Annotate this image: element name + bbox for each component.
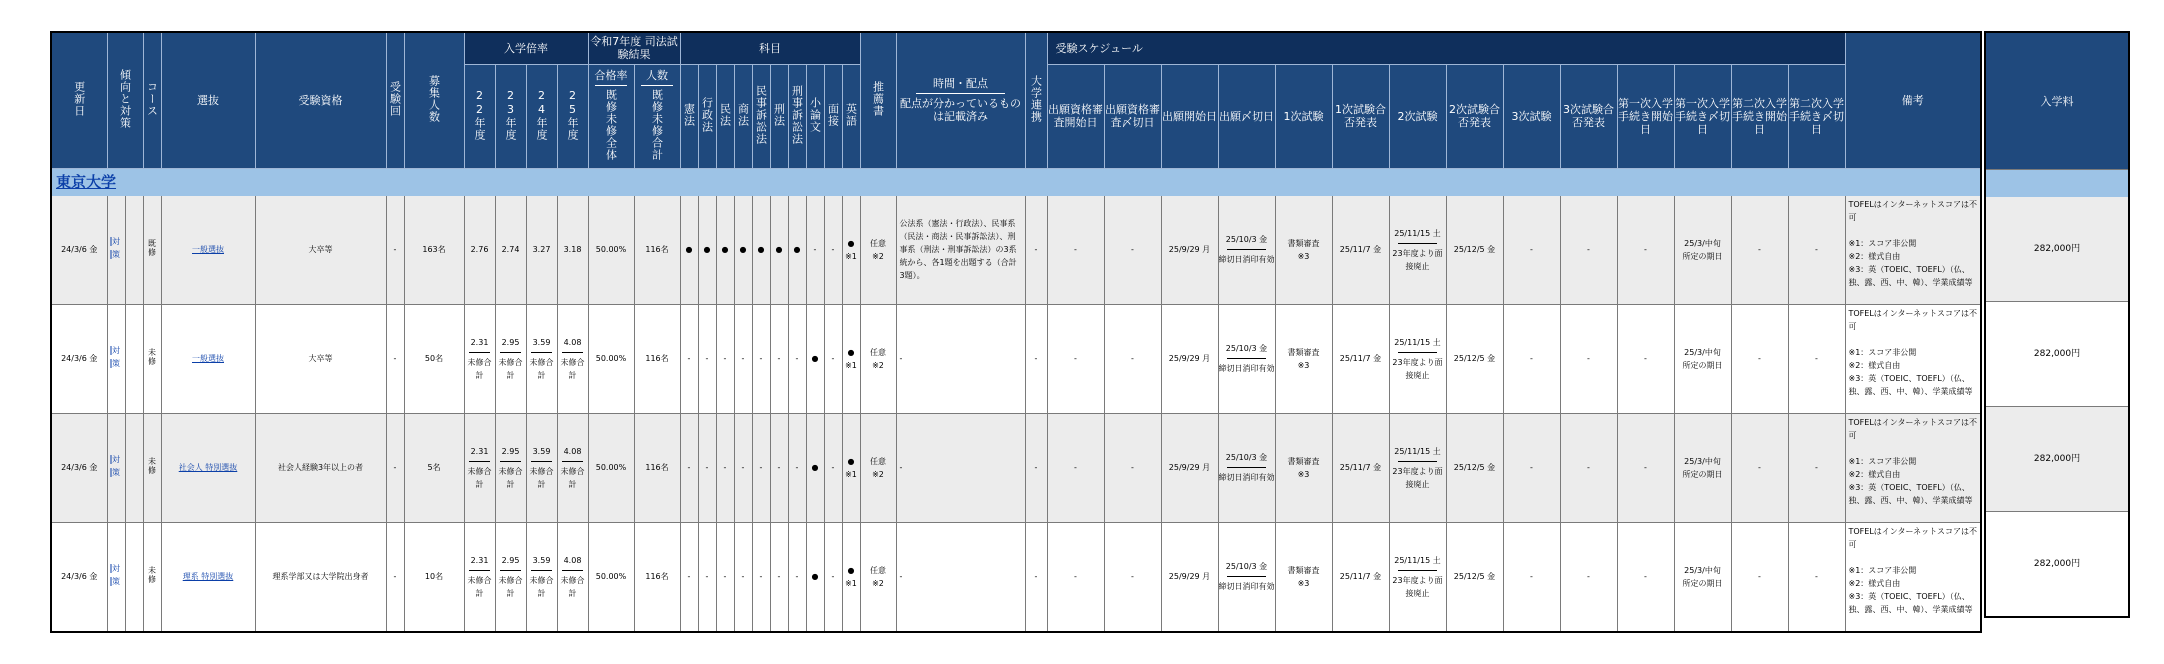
tuition-value: 282,000円 [1985,302,2129,407]
people-count: 116名 [634,195,680,304]
header-bar-group: 令和7年度 司法試験結果 [588,32,680,64]
updated-date: 24/3/6 金 [51,413,107,522]
selection-link[interactable]: 一般選抜 [161,195,255,304]
sched-app-end: 25/10/3 金 締切日消印有効 [1218,304,1275,413]
tuition-row [1985,197,2129,302]
header-schedule-col: 2次試験合否発表 [1446,64,1503,168]
sched-qual-start: - [1047,522,1104,632]
header-ratio-group: 入学倍率 [464,32,588,64]
remarks: TOFELはインターネットスコアは不可 ※1：スコア非公開 ※2：様式自由 ※3：英（TOEIC、TOEFL）（仏、独、露、西、中、韓）、学業成績等 [1845,195,1981,304]
ratio-23: 2.95 未修合計 [495,304,526,413]
header-people: 人数 既修未修合計 [634,64,680,168]
recommendation: 任意 ※2 [860,413,896,522]
header-subject: 刑法 [770,64,788,168]
course: 既修 [143,195,161,304]
header-exam-round: 受験回 [386,32,404,168]
eligibility: 大卒等 [255,195,386,304]
sched-exam3: - [1503,304,1560,413]
updated-date: 24/3/6 金 [51,195,107,304]
sched-exam2-result: 25/12/5 金 [1446,413,1503,522]
subject-mark: ● [698,195,716,304]
sched-proc2-end: - [1788,304,1845,413]
sched-exam3-result: - [1560,522,1617,632]
sched-exam1-result: 25/11/7 金 [1332,195,1389,304]
ratio-24: 3.59 未修合計 [526,522,557,632]
university-name[interactable]: 東京大学 [56,173,117,191]
exam-round: - [386,195,404,304]
sched-exam3-result: - [1560,413,1617,522]
sched-exam1: 書類審査 ※3 [1275,195,1332,304]
tendency-link[interactable]: 対 策 [107,304,125,413]
univ-link: - [1025,304,1047,413]
subject-mark: ● [770,195,788,304]
subject-mark: - [824,413,842,522]
sched-app-end: 25/10/3 金 締切日消印有効 [1218,522,1275,632]
pass-rate: 50.00% [588,413,634,522]
sched-exam3: - [1503,522,1560,632]
sched-qual-end: - [1104,522,1161,632]
sched-exam1: 書類審査 ※3 [1275,304,1332,413]
header-course: コース [143,32,161,168]
header-tendency: 傾向と対策 [107,32,143,168]
subject-mark: ● [788,195,806,304]
sched-qual-start: - [1047,304,1104,413]
ratio-25: 4.08 未修合計 [557,413,588,522]
tuition-value: 282,000円 [1985,197,2129,302]
subject-mark: - [680,522,698,632]
sched-proc1-end: 25/3/中旬 所定の期日 [1674,413,1731,522]
subject-mark: - [806,195,824,304]
subject-mark: - [698,413,716,522]
selection-link[interactable]: 一般選抜 [161,304,255,413]
univ-link: - [1025,195,1047,304]
ratio-24: 3.27 [526,195,557,304]
pass-rate: 50.00% [588,304,634,413]
header-ratio-year: 22年度 [464,64,495,168]
univ-link: - [1025,522,1047,632]
header-schedule-col: 出願資格審査〆切日 [1104,64,1161,168]
sched-exam2-result: 25/12/5 金 [1446,522,1503,632]
subject-english: ● ※1 [842,195,860,304]
header-capacity: 募集人数 [404,32,464,168]
subject-mark: - [824,304,842,413]
tuition-row [1985,407,2129,512]
time-points: - [896,413,1025,522]
header-schedule-col: 出願資格審査開始日 [1047,64,1104,168]
updated-date: 24/3/6 金 [51,304,107,413]
ratio-23: 2.74 [495,195,526,304]
header-schedule-group: 受験スケジュール [1047,32,1845,64]
sched-proc2-start: - [1731,195,1788,304]
sched-proc1-start: - [1617,413,1674,522]
eligibility: 理系学部又は大学院出身者 [255,522,386,632]
people-count: 116名 [634,304,680,413]
header-ratio-year: 23年度 [495,64,526,168]
header-univ-link: 大学連携 [1025,32,1047,168]
header-subject: 英語 [842,64,860,168]
univ-link: - [1025,413,1047,522]
selection-link[interactable]: 理系 特別選抜 [161,522,255,632]
header-schedule-col: 2次試験 [1389,64,1446,168]
subject-mark: - [788,522,806,632]
table-row [51,413,1981,522]
tendency-blank [125,195,143,304]
sched-proc2-end: - [1788,522,1845,632]
university-band [51,168,1981,195]
sched-exam3-result: - [1560,304,1617,413]
subject-mark: - [698,304,716,413]
time-points: - [896,522,1025,632]
subject-mark: - [752,304,770,413]
subject-mark: - [716,522,734,632]
sched-qual-end: - [1104,304,1161,413]
table-row [51,304,1981,413]
sched-qual-end: - [1104,413,1161,522]
people-count: 116名 [634,413,680,522]
exam-round: - [386,304,404,413]
sched-exam1-result: 25/11/7 金 [1332,413,1389,522]
subject-mark: - [716,304,734,413]
tuition-value: 282,000円 [1985,407,2129,512]
subject-english: ● ※1 [842,304,860,413]
ratio-23: 2.95 未修合計 [495,522,526,632]
time-points: 公法系（憲法・行政法）、民事系（民法・商法・民事訴訟法）、刑事系（刑法・刑事訴訟法）の3系統から、各1題を出題する（合計3題）。 [896,195,1025,304]
subject-mark: - [770,413,788,522]
header-recommendation: 推薦書 [860,32,896,168]
header-schedule-col: 第二次入学手続き〆切日 [1788,64,1845,168]
header-tuition: 入学料 [1985,32,2129,170]
ratio-24: 3.59 未修合計 [526,413,557,522]
sched-qual-end: - [1104,195,1161,304]
table-row [51,195,1981,304]
course: 未修 [143,522,161,632]
subject-mark: ● [806,522,824,632]
tuition-value: 282,000円 [1985,512,2129,618]
header-subject: 行政法 [698,64,716,168]
subject-mark: - [788,304,806,413]
updated-date: 24/3/6 金 [51,522,107,632]
course: 未修 [143,304,161,413]
people-count: 116名 [634,522,680,632]
tuition-row [1985,512,2129,618]
sched-proc2-start: - [1731,413,1788,522]
sched-qual-start: - [1047,195,1104,304]
header-subject: 刑事訴訟法 [788,64,806,168]
sched-exam3: - [1503,413,1560,522]
tuition-row [1985,302,2129,407]
header-schedule-col: 第一次入学手続き開始日 [1617,64,1674,168]
header-selection: 選抜 [161,32,255,168]
sched-app-end: 25/10/3 金 締切日消印有効 [1218,195,1275,304]
header-subject: 面接 [824,64,842,168]
table-row [51,522,1981,632]
ratio-22: 2.31 未修合計 [464,304,495,413]
capacity: 50名 [404,304,464,413]
subject-mark: ● [752,195,770,304]
header-schedule-col: 第二次入学手続き開始日 [1731,64,1788,168]
sched-app-start: 25/9/29 月 [1161,195,1218,304]
subject-mark: - [680,304,698,413]
ratio-25: 3.18 [557,195,588,304]
subject-mark: - [680,413,698,522]
header-pass-rate: 合格率 既修未修全体 [588,64,634,168]
header-subject: 小論文 [806,64,824,168]
header-subject: 民事訴訟法 [752,64,770,168]
subject-mark: - [716,413,734,522]
sched-exam1-result: 25/11/7 金 [1332,522,1389,632]
remarks: TOFELはインターネットスコアは不可 ※1：スコア非公開 ※2：様式自由 ※3：英（TOEIC、TOEFL）（仏、独、露、西、中、韓）、学業成績等 [1845,522,1981,632]
subject-mark: - [770,522,788,632]
subject-mark: - [752,413,770,522]
remarks: TOFELはインターネットスコアは不可 ※1：スコア非公開 ※2：様式自由 ※3：英（TOEIC、TOEFL）（仏、独、露、西、中、韓）、学業成績等 [1845,304,1981,413]
sched-app-start: 25/9/29 月 [1161,522,1218,632]
pass-rate: 50.00% [588,522,634,632]
sched-exam2-result: 25/12/5 金 [1446,304,1503,413]
subject-english: ● ※1 [842,522,860,632]
header-eligibility: 受験資格 [255,32,386,168]
recommendation: 任意 ※2 [860,304,896,413]
course: 未修 [143,413,161,522]
time-points: - [896,304,1025,413]
pass-rate: 50.00% [588,195,634,304]
sched-proc1-end: 25/3/中旬 所定の期日 [1674,304,1731,413]
sched-proc1-start: - [1617,195,1674,304]
recommendation: 任意 ※2 [860,195,896,304]
ratio-24: 3.59 未修合計 [526,304,557,413]
header-ratio-year: 25年度 [557,64,588,168]
subject-mark: - [824,195,842,304]
subject-mark: ● [680,195,698,304]
header-remarks: 備考 [1845,32,1981,168]
header-updated: 更新日 [51,32,107,168]
sched-exam1-result: 25/11/7 金 [1332,304,1389,413]
sched-exam2: 25/11/15 土 23年度より面接廃止 [1389,195,1446,304]
header-schedule-col: 3次試験 [1503,64,1560,168]
ratio-25: 4.08 未修合計 [557,522,588,632]
tendency-blank [125,304,143,413]
capacity: 163名 [404,195,464,304]
subject-mark: ● [806,304,824,413]
exam-round: - [386,413,404,522]
sched-proc1-start: - [1617,522,1674,632]
subject-mark: - [824,522,842,632]
tendency-link[interactable]: 対 策 [107,522,125,632]
eligibility: 社会人経験3年以上の者 [255,413,386,522]
sched-qual-start: - [1047,413,1104,522]
header-schedule-col: 3次試験合否発表 [1560,64,1617,168]
sched-exam1: 書類審査 ※3 [1275,522,1332,632]
header-subjects-group: 科目 [680,32,860,64]
sched-app-end: 25/10/3 金 締切日消印有効 [1218,413,1275,522]
sched-proc1-end: 25/3/中旬 所定の期日 [1674,522,1731,632]
recommendation: 任意 ※2 [860,522,896,632]
sched-proc2-start: - [1731,522,1788,632]
tendency-link[interactable]: 対 策 [107,413,125,522]
remarks: TOFELはインターネットスコアは不可 ※1：スコア非公開 ※2：様式自由 ※3：英（TOEIC、TOEFL）（仏、独、露、西、中、韓）、学業成績等 [1845,413,1981,522]
sched-exam2: 25/11/15 土 23年度より面接廃止 [1389,413,1446,522]
ratio-22: 2.31 未修合計 [464,413,495,522]
header-schedule-col: 1次試験 [1275,64,1332,168]
header-subject: 憲法 [680,64,698,168]
sched-exam2: 25/11/15 土 23年度より面接廃止 [1389,522,1446,632]
sched-proc2-end: - [1788,413,1845,522]
subject-mark: ● [716,195,734,304]
sched-proc2-start: - [1731,304,1788,413]
ratio-22: 2.31 未修合計 [464,522,495,632]
sched-exam1: 書類審査 ※3 [1275,413,1332,522]
subject-mark: - [752,522,770,632]
sched-exam2: 25/11/15 土 23年度より面接廃止 [1389,304,1446,413]
subject-mark: - [734,413,752,522]
header-schedule-col: 第一次入学手続き〆切日 [1674,64,1731,168]
subject-mark: ● [734,195,752,304]
ratio-22: 2.76 [464,195,495,304]
university-band-side [1985,170,2129,197]
selection-link[interactable]: 社会人 特別選抜 [161,413,255,522]
ratio-25: 4.08 未修合計 [557,304,588,413]
header-schedule-col: 出願〆切日 [1218,64,1275,168]
sched-exam3: - [1503,195,1560,304]
tendency-blank [125,522,143,632]
subject-mark: ● [806,413,824,522]
sched-proc1-start: - [1617,304,1674,413]
capacity: 5名 [404,413,464,522]
eligibility: 大卒等 [255,304,386,413]
sched-proc1-end: 25/3/中旬 所定の期日 [1674,195,1731,304]
sched-exam2-result: 25/12/5 金 [1446,195,1503,304]
header-subject: 商法 [734,64,752,168]
header-time-points: 時間・配点 配点が分かっているものは記載済み [896,32,1025,168]
sched-proc2-end: - [1788,195,1845,304]
ratio-23: 2.95 未修合計 [495,413,526,522]
subject-mark: - [770,304,788,413]
tendency-blank [125,413,143,522]
sched-app-start: 25/9/29 月 [1161,413,1218,522]
sched-exam3-result: - [1560,195,1617,304]
exam-round: - [386,522,404,632]
sched-app-start: 25/9/29 月 [1161,304,1218,413]
header-subject: 民法 [716,64,734,168]
subject-mark: - [734,304,752,413]
admissions-table [50,31,1982,633]
subject-mark: - [698,522,716,632]
header-ratio-year: 24年度 [526,64,557,168]
header-schedule-col: 1次試験合否発表 [1332,64,1389,168]
subject-mark: - [734,522,752,632]
tuition-table [1984,31,2130,618]
header-schedule-col: 出願開始日 [1161,64,1218,168]
capacity: 10名 [404,522,464,632]
subject-english: ● ※1 [842,413,860,522]
subject-mark: - [788,413,806,522]
tendency-link[interactable]: 対 策 [107,195,125,304]
